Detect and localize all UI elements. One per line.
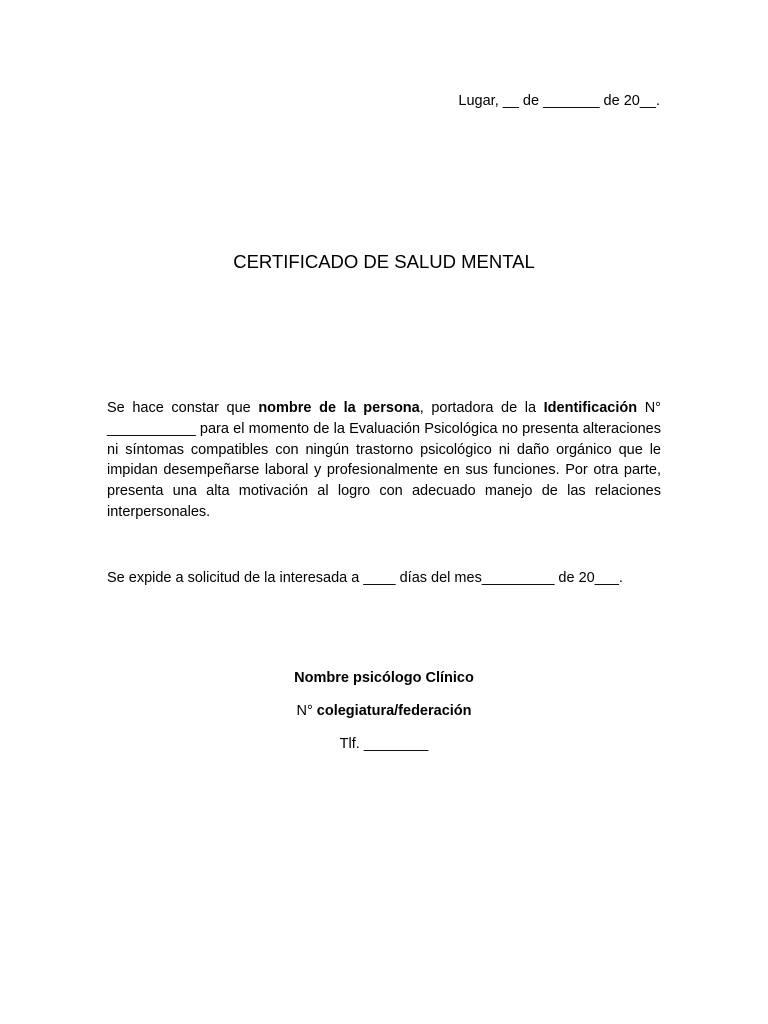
phone-line: Tlf. ________ (339, 736, 429, 752)
issued-at-request-line: Se expide a solicitud de la interesada a ____ días del mes_________ de 20___. (107, 570, 623, 586)
registration-number-line (0, 701, 768, 721)
body-mid-1: , portadora de la (419, 400, 544, 416)
registration-label: colegiatura/federación (316, 703, 472, 719)
place-date-line: Lugar, __ de _______ de 20__. (458, 93, 660, 109)
registration-prefix: N° (296, 703, 317, 719)
person-name-placeholder: nombre de la persona (258, 400, 420, 416)
body-mid-2: N° ___________ para el momento de la Evaluación Psicológica no presenta alteraciones ni síntomas compatibles con ningún trastorno psicológico ni daño orgánico que le impidan desempeñarse laboral y profesionalmente en sus funciones. Por otra parte, presenta una alta motivación al logro con adecuado manejo de las relaciones interpersonales. (107, 400, 661, 520)
identification-label: Identificación (543, 400, 638, 416)
certificate-title: CERTIFICADO DE SALUD MENTAL (233, 251, 535, 272)
body-intro: Se hace constar que (107, 400, 259, 416)
certificate-body-paragraph (107, 398, 661, 523)
psychologist-name: Nombre psicólogo Clínico (294, 670, 474, 686)
